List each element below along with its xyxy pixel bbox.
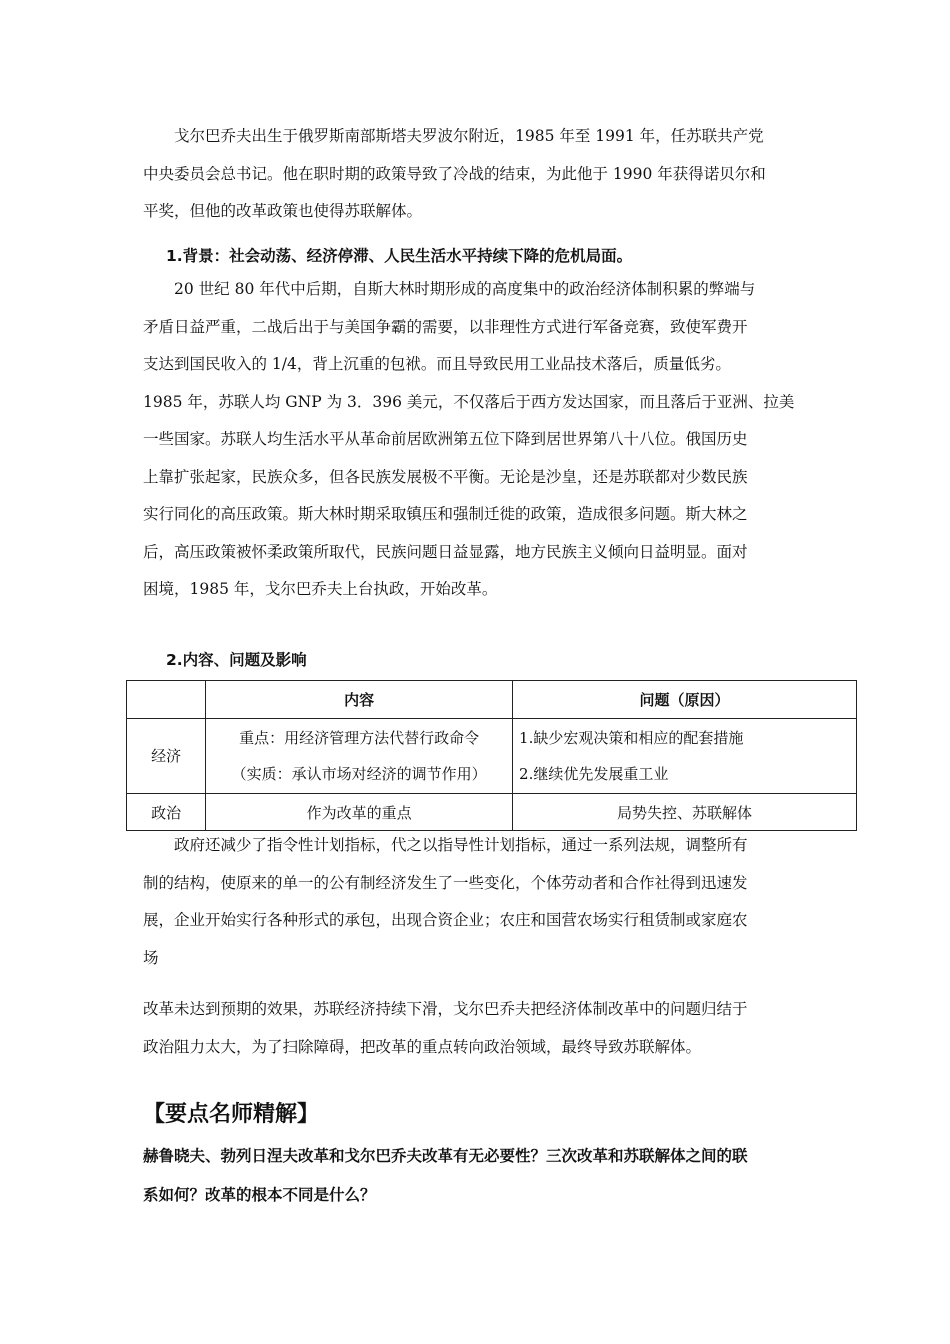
question-line: 系如何？改革的根本不同是什么？	[143, 1186, 376, 1204]
section2-heading: 2.内容、问题及影响	[166, 651, 307, 669]
reform-line: 政府还减少了指令性计划指标，代之以指导性计划指标，通过一系列法规，调整所有	[174, 836, 748, 854]
section1-heading: 1.背景：社会动荡、经济停滞、人民生活水平持续下降的危机局面。	[166, 247, 633, 265]
table-header-cell	[127, 681, 206, 719]
intro-line: 中央委员会总书记。他在职时期的政策导致了冷战的结束，为此他于 1990 年获得诺贝尔和	[143, 164, 766, 183]
economy-problem-line: 2.继续优先发展重工业	[519, 765, 669, 783]
background-line: 20 世纪 80 年代中后期，自斯大林时期形成的高度集中的政治经济体制积累的弊端与	[174, 280, 756, 298]
economy-content-cell	[206, 719, 513, 794]
background-line: 支达到国民收入的 1/4，背上沉重的包袱。而且导致民用工业品技术落后，质量低劣。	[143, 355, 731, 373]
economy-content-line: 重点：用经济管理方法代替行政命令	[239, 729, 480, 747]
reform-line: 场	[143, 948, 159, 967]
economy-problem-cell	[513, 719, 857, 794]
intro-line: 戈尔巴乔夫出生于俄罗斯南部斯塔夫罗波尔附近，1985 年至 1991 年，任苏联共产党	[174, 127, 764, 145]
reform-line: 展，企业开始实行各种形式的承包，出现合资企业；农庄和国营农场实行租赁制或家庭农	[143, 911, 748, 929]
teacher-section-title: 【要点名师精解】	[143, 1102, 320, 1127]
background-line: 矛盾日益严重，二战后出于与美国争霸的需要，以非理性方式进行军备竞赛，致使军费开	[143, 317, 748, 336]
teacher-question	[143, 1137, 823, 1215]
background-paragraph	[143, 271, 823, 609]
table-header-row	[127, 681, 857, 719]
background-line: 实行同化的高压政策。斯大林时期采取镇压和强制迁徙的政策，造成很多问题。斯大林之	[143, 505, 748, 523]
table-row-politics	[127, 794, 857, 831]
background-line: 1985 年，苏联人均 GNP 为 3．396 美元，不仅落后于西方发达国家，而且落后于亚洲、拉美	[143, 392, 795, 411]
table-header-cell: 问题（原因）	[513, 681, 857, 719]
result-line: 改革未达到预期的效果，苏联经济持续下滑，戈尔巴乔夫把经济体制改革中的问题归结于	[143, 1000, 748, 1018]
row-label-economy: 经济	[127, 719, 206, 794]
economy-content-line: （实质：承认市场对经济的调节作用）	[231, 765, 487, 783]
question-line: 赫鲁晓夫、勃列日涅夫改革和戈尔巴乔夫改革有无必要性？三次改革和苏联解体之间的联	[143, 1147, 748, 1165]
politics-problem-cell: 局势失控、苏联解体	[513, 794, 857, 831]
intro-paragraph	[143, 118, 823, 231]
row-label-politics: 政治	[127, 794, 206, 831]
reform-paragraph	[143, 827, 823, 977]
reform-line: 制的结构，使原来的单一的公有制经济发生了一些变化，个体劳动者和合作社得到迅速发	[143, 873, 748, 892]
reform-table	[126, 680, 857, 831]
background-line: 后，高压政策被怀柔政策所取代，民族问题日益显露，地方民族主义倾向日益明显。面对	[143, 542, 748, 561]
intro-line: 平奖，但他的改革政策也使得苏联解体。	[143, 202, 423, 220]
table-row-economy	[127, 719, 857, 794]
politics-content-cell: 作为改革的重点	[206, 794, 513, 831]
background-line: 一些国家。苏联人均生活水平从革命前居欧洲第五位下降到居世界第八十八位。俄国历史	[143, 430, 748, 448]
result-paragraph	[143, 991, 823, 1066]
table-header-cell: 内容	[206, 681, 513, 719]
background-line: 上靠扩张起家，民族众多，但各民族发展极不平衡。无论是沙皇，还是苏联都对少数民族	[143, 467, 748, 486]
background-line: 困境，1985 年，戈尔巴乔夫上台执政，开始改革。	[143, 580, 498, 598]
economy-problem-line: 1.缺少宏观决策和相应的配套措施	[519, 729, 744, 747]
result-line: 政治阻力太大，为了扫除障碍，把改革的重点转向政治领域，最终导致苏联解体。	[143, 1037, 702, 1056]
